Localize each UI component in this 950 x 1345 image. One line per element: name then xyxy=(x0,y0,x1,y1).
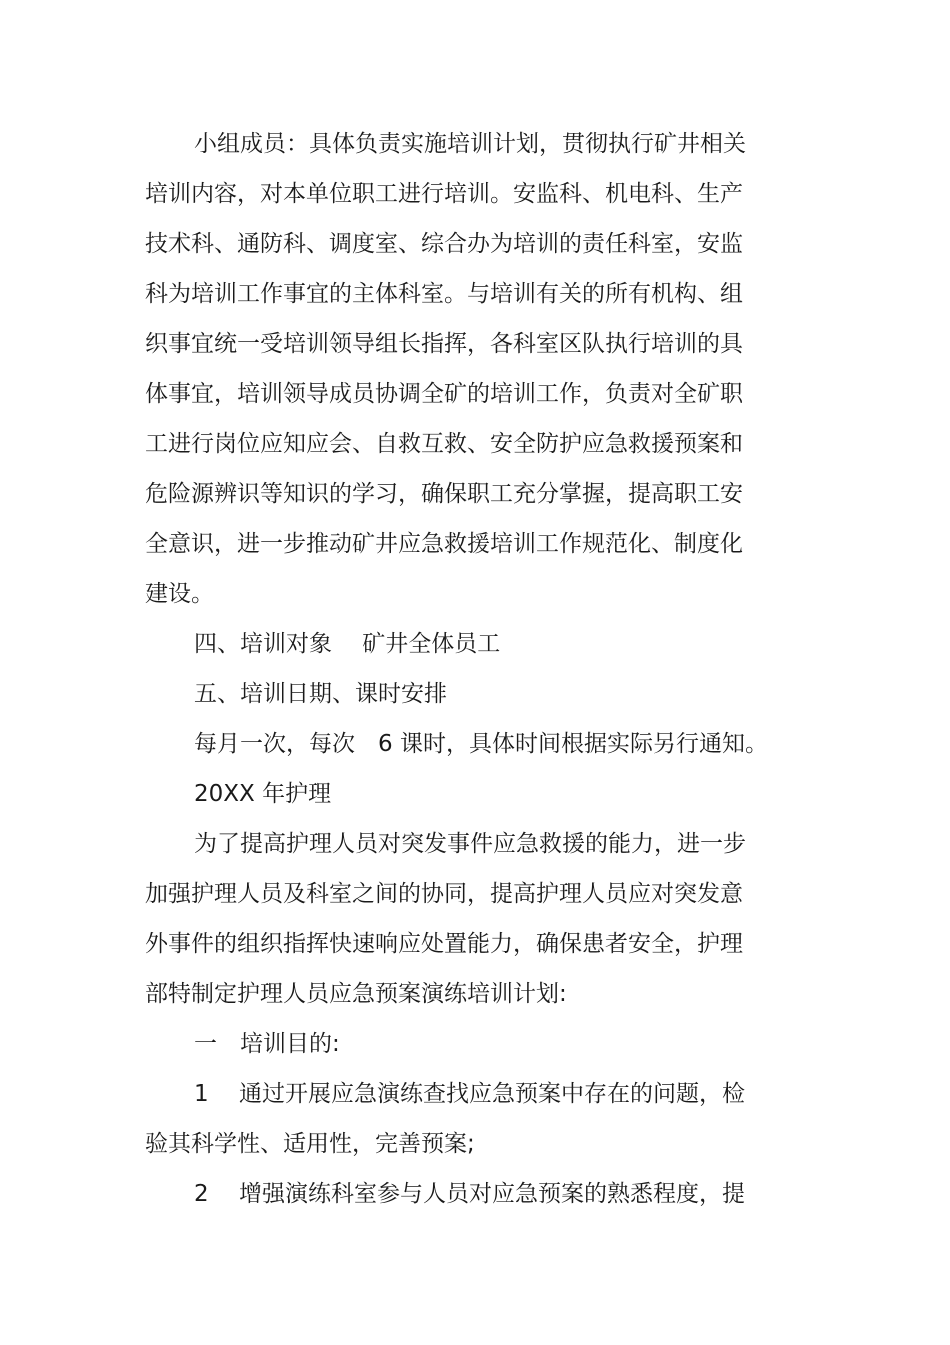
paragraph-line: 培训内容，对本单位职工进行培训。安监科、机电科、生产 xyxy=(145,181,743,207)
paragraph-line: 部特制定护理人员应急预案演练培训计划: xyxy=(145,981,567,1007)
paragraph-line: 危险源辨识等知识的学习，确保职工充分掌握，提高职工安 xyxy=(145,481,743,507)
paragraph-line: 科为培训工作事宜的主体科室。与培训有关的所有机构、组 xyxy=(145,281,743,307)
paragraph-line: 外事件的组织指挥快速响应处置能力，确保患者安全，护理 xyxy=(145,931,743,957)
paragraph-line: 验其科学性、适用性，完善预案; xyxy=(145,1131,475,1157)
paragraph-line: 织事宜统一受培训领导组长指挥，各科室区队执行培训的具 xyxy=(145,331,743,357)
section-heading: 一 培训目的: xyxy=(194,1031,340,1057)
section-heading: 五、培训日期、课时安排 xyxy=(194,681,447,707)
paragraph-line: 小组成员：具体负责实施培训计划，贯彻执行矿井相关 xyxy=(194,131,746,157)
paragraph-line: 技术科、通防科、调度室、综合办为培训的责任科室，安监 xyxy=(145,231,743,257)
list-item: 1 通过开展应急演练查找应急预案中存在的问题，检 xyxy=(194,1081,745,1107)
section-heading: 四、培训对象 矿井全体员工 xyxy=(194,631,501,657)
list-item: 2 增强演练科室参与人员对应急预案的熟悉程度，提 xyxy=(194,1181,745,1207)
paragraph-line: 工进行岗位应知应会、自救互救、安全防护应急救援预案和 xyxy=(145,431,743,457)
paragraph-line: 每月一次，每次 6 课时，具体时间根据实际另行通知。 xyxy=(194,731,768,757)
paragraph-line: 为了提高护理人员对突发事件应急救援的能力，进一步 xyxy=(194,831,746,857)
paragraph-line: 全意识，进一步推动矿井应急救援培训工作规范化、制度化 xyxy=(145,531,743,557)
paragraph-line: 加强护理人员及科室之间的协同，提高护理人员应对突发意 xyxy=(145,881,743,907)
section-title: 20XX 年护理 xyxy=(194,781,332,807)
paragraph-line: 体事宜，培训领导成员协调全矿的培训工作，负责对全矿职 xyxy=(145,381,743,407)
paragraph-line: 建设。 xyxy=(145,581,214,607)
